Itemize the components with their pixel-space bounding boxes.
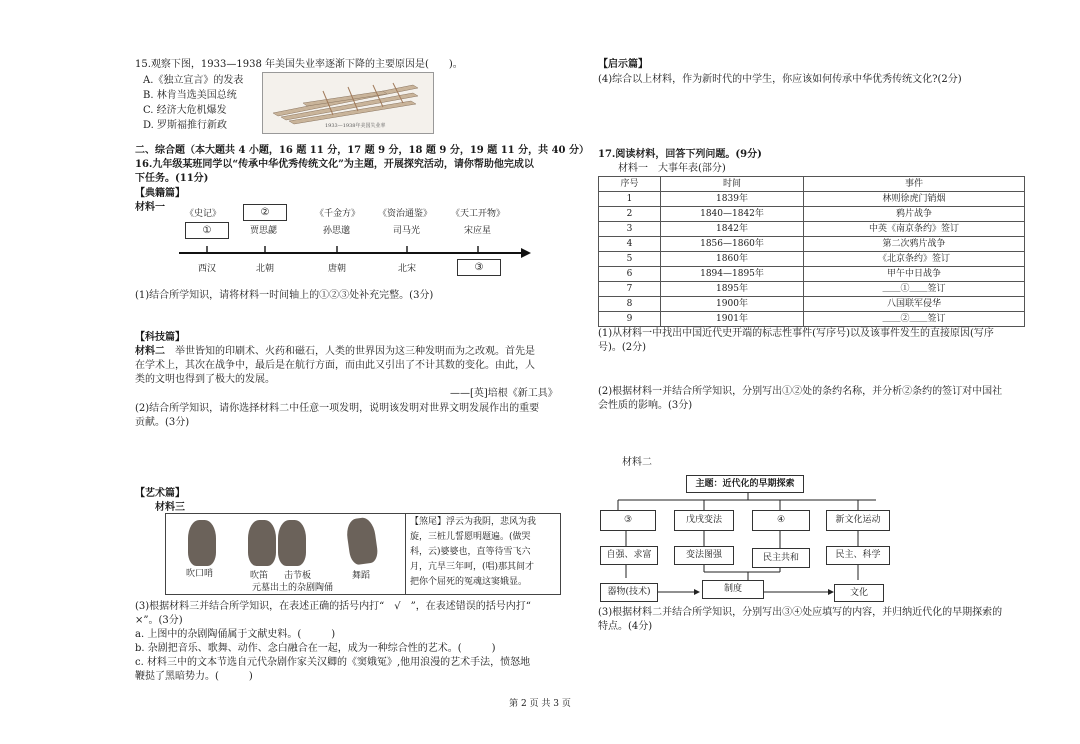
table-row: 2 1840—1842年 鸦片战争 xyxy=(599,207,1025,222)
goal-self-strengthening: 自强、求富 xyxy=(600,546,658,565)
q17-q2-line1: (2)根据材料一并结合所学知识，分别写出①②处的条约名称，并分析②条约的签订对中国社 xyxy=(598,386,1003,397)
movement-new-culture: 新文化运动 xyxy=(826,510,890,531)
timeline xyxy=(175,202,535,280)
author-2: 贾思勰 xyxy=(250,226,278,236)
events-table xyxy=(598,176,1025,327)
header-time: 时间 xyxy=(661,177,804,192)
material-3-box xyxy=(165,513,561,595)
q15-option-a: A.《独立宣言》的发表 xyxy=(143,75,244,86)
excerpt-line-4: 月，亢旱三年呵，(唱)那其间才 xyxy=(410,562,535,572)
q15-option-b: B. 林肯当选美国总统 xyxy=(143,90,237,101)
table-row: 4 1856—1860年 第二次鸦片战争 xyxy=(599,237,1025,252)
q17-stem: 17.阅读材料，回答下列问题。(9分) xyxy=(598,149,762,160)
tech-question-line1: (2)结合所学知识，请你选择材料二中任意一项发明，说明该发明对世界文明发展作出的重要 xyxy=(135,403,540,414)
dynasty-1: 西汉 xyxy=(198,264,217,274)
movement-3-blank: ③ xyxy=(600,510,656,531)
q15-option-d: D. 罗斯福推行新政 xyxy=(143,120,228,131)
art-item-b: b. 杂剧把音乐、歌舞、动作、念白融合在一起，成为一种综合性的艺术。( ) xyxy=(135,643,496,654)
q17-material-1-label: 材料一 大事年表(部分) xyxy=(618,163,726,174)
table-row: 1 1839年 林则徐虎门销烟 xyxy=(599,192,1025,207)
excerpt-line-3: 科，云)婆婆也，直等待雪飞六 xyxy=(410,547,531,557)
material-3-label: 材料三 xyxy=(155,502,185,513)
q17-q2-line2: 会性质的影响。(3分) xyxy=(598,400,693,411)
header-index: 序号 xyxy=(599,177,661,192)
table-row: 9 1901年 ＿＿②＿＿签订 xyxy=(599,312,1025,327)
figurine-clapper xyxy=(278,520,306,566)
table-header-row xyxy=(599,177,1025,192)
level-culture: 文化 xyxy=(834,584,884,602)
q17-q1-line1: (1)从材料一中找出中国近代史开端的标志性事件(写序号)以及该事件发生的直接原因(写序 xyxy=(598,328,994,339)
book-3: 《千金方》 xyxy=(315,209,361,219)
figurine-dancing xyxy=(345,516,379,565)
author-4: 司马光 xyxy=(393,226,421,236)
goal-reform: 变法图强 xyxy=(674,546,734,565)
figure-label-clapper: 击节板 xyxy=(284,571,312,581)
section2-heading: 二、综合题（本大题共 4 小题，16 题 11 分，17 题 9 分，18 题 9 分，19 题 11 分，共 40 分） xyxy=(135,145,589,156)
table-row: 7 1895年 ＿＿①＿＿签订 xyxy=(599,282,1025,297)
book-4: 《资治通鉴》 xyxy=(378,209,433,219)
material-2-label: 材料二 xyxy=(135,346,165,357)
q17-material-2-label: 材料二 xyxy=(622,457,652,468)
art-item-c-cont: 鞭挞了黑暗势力。( ) xyxy=(135,671,253,682)
material-1-label: 材料一 xyxy=(135,202,165,213)
author-1-blank: ① xyxy=(185,222,229,239)
chart-caption: 1933—1938年美国失业率 xyxy=(325,123,386,129)
dynasty-3: 唐朝 xyxy=(328,264,347,274)
q16-line1: 16.九年级某班同学以“传承中华优秀传统文化”为主题，开展探究活动，请你帮助他完成以 xyxy=(135,159,534,170)
material-2-source: ——[英]培根《新工具》 xyxy=(450,388,558,399)
book-2-blank: ② xyxy=(243,204,287,221)
dou-e-excerpt xyxy=(410,515,560,590)
excerpt-line-1: 【煞尾】浮云为我阴，悲风为我 xyxy=(410,517,537,527)
figurine-whistling xyxy=(188,520,216,566)
inspire-question: (4)综合以上材料，作为新时代的中学生，你应该如何传承中华优秀传统文化?(2分) xyxy=(598,74,962,85)
figure-label-flute: 吹笛 xyxy=(250,571,269,581)
diagram-topic: 主题：近代化的早期探索 xyxy=(686,475,804,493)
q15-option-c: C. 经济大危机爆发 xyxy=(143,105,227,116)
classics-heading: 【典籍篇】 xyxy=(135,188,185,199)
level-institution: 制度 xyxy=(702,580,764,599)
figure-caption: 元墓出土的杂剧陶俑 xyxy=(252,583,334,593)
movement-4-blank: ④ xyxy=(752,510,810,531)
dynasty-5-blank: ③ xyxy=(457,259,501,276)
page-footer: 第 2 页 共 3 页 xyxy=(509,699,571,709)
material-2-text-line1: 材料二 举世皆知的印刷术、火药和磁石，人类的世界因为这三种发明而为之改观。首先是 xyxy=(135,346,535,357)
header-event: 事件 xyxy=(804,177,1025,192)
classics-question: (1)结合所学知识，请将材料一时间轴上的①②③处补充完整。(3分) xyxy=(135,290,434,301)
art-question-line2: ×”。(3分) xyxy=(135,615,183,626)
movement-reform: 戊戌变法 xyxy=(674,510,734,531)
author-3: 孙思邈 xyxy=(323,226,351,236)
q17-q1-line2: 号)。(2分) xyxy=(598,342,647,353)
art-item-c: c. 材料三中的文本节选自元代杂剧作家关汉卿的《窦娥冤》,他用浪漫的艺术手法，愤怒地 xyxy=(135,657,531,668)
q15-stem: 15.观察下图，1933—1938 年美国失业率逐渐下降的主要原因是( )。 xyxy=(135,59,463,70)
tech-question-line2: 贡献。(3分) xyxy=(135,417,190,428)
q17-q3-line2: 特点。(4分) xyxy=(598,621,653,632)
dynasty-4: 北宋 xyxy=(398,264,417,274)
book-5: 《天工开物》 xyxy=(451,209,506,219)
opera-figurines-image xyxy=(166,514,406,594)
inspire-heading: 【启示篇】 xyxy=(598,59,648,70)
art-heading: 【艺术篇】 xyxy=(135,488,185,499)
q16-line2: 下任务。(11分) xyxy=(135,173,209,184)
unemployment-chart-image xyxy=(262,72,434,134)
table-row: 6 1894—1895年 甲午中日战争 xyxy=(599,267,1025,282)
art-question-line1: (3)根据材料三并结合所学知识，在表述正确的括号内打“ √ ”，在表述错误的括号内打“ xyxy=(135,601,531,612)
dynasty-2: 北朝 xyxy=(256,264,275,274)
figurine-flute xyxy=(248,520,276,566)
tech-heading: 【科技篇】 xyxy=(135,332,185,343)
table-row: 8 1900年 八国联军侵华 xyxy=(599,297,1025,312)
level-technology: 器物(技术) xyxy=(600,583,658,602)
table-row: 3 1842年 中英《南京条约》签订 xyxy=(599,222,1025,237)
goal-republic: 民主共和 xyxy=(752,548,810,568)
figure-label-dance: 舞蹈 xyxy=(352,571,371,581)
goal-democracy-science: 民主、科学 xyxy=(826,546,890,565)
material-2-text-line3: 类的文明也得到了极大的发展。 xyxy=(135,374,275,385)
book-1: 《史记》 xyxy=(185,209,222,219)
q17-q3-line1: (3)根据材料二并结合所学知识，分别写出③④处应填写的内容，并归纳近代化的早期探索的 xyxy=(598,607,1003,618)
excerpt-line-2: 旋，三桩儿誓愿明题遍。(做哭 xyxy=(410,532,531,542)
author-5: 宋应星 xyxy=(464,226,492,236)
figure-label-whistle: 吹口哨 xyxy=(186,569,214,579)
table-row: 5 1860年 《北京条约》签订 xyxy=(599,252,1025,267)
excerpt-line-5: 把你个屈死的冤魂这窦娥显。 xyxy=(410,577,528,587)
material-2-text-line2: 在学术上，其次在战争中，最后是在航行方面，而由此又引出了不计其数的变化。由此，人 xyxy=(135,360,535,371)
modernization-diagram xyxy=(598,470,898,602)
art-item-a: a. 上图中的杂剧陶俑属于文献史料。( ) xyxy=(135,629,336,640)
